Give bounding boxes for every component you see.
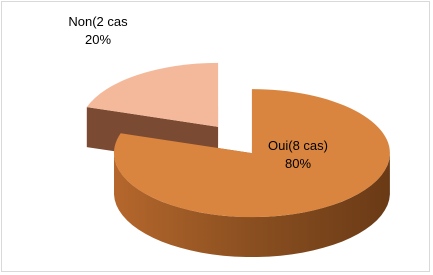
pie-slices xyxy=(87,63,390,257)
data-label-non-name: Non(2 cas xyxy=(68,14,128,29)
data-label-oui-value: 80% xyxy=(284,156,312,171)
data-label-oui-name: Oui(8 cas) xyxy=(268,138,328,153)
data-label-non-value: 20% xyxy=(84,32,112,47)
